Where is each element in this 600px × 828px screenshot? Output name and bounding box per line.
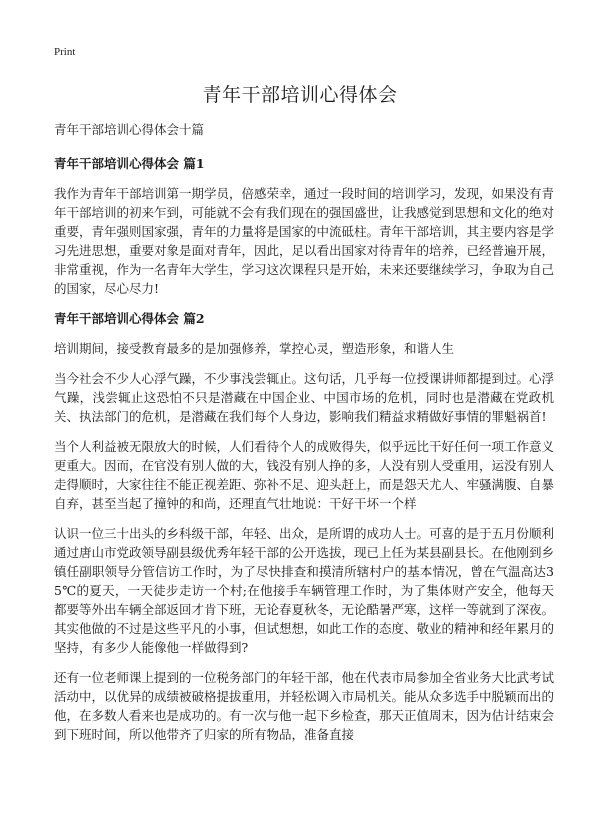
document-subtitle: 青年干部培训心得体会十篇 bbox=[54, 122, 205, 137]
section-heading-1: 青年干部培训心得体会 篇1 bbox=[54, 156, 205, 171]
section-heading-2: 青年干部培训心得体会 篇2 bbox=[54, 311, 205, 326]
paragraph: 我作为青年干部培训第一期学员，倍感荣幸，通过一段时间的培训学习，发现，如果没有青年干部培训的初来乍到，可能就不会有我们现在的强国盛世，让我感觉到思想和文化的绝对重要，青年强则国家强，青年的力量将是国家的中流砥柱。青年干部培训，其主要内容是学习先进思想，重要对象是面对青年，因此，足以看出国家对待青年的培养，已经普遍开展，非常重视，作为一名青年大学生，学习这次课程只是开始，未来还要继续学习，争取为自己的国家，尽心尽力! bbox=[54, 186, 555, 296]
print-link[interactable]: Print bbox=[54, 46, 76, 58]
paragraph: 当个人利益被无限放大的时候，人们看待个人的成败得失，似乎远比干好任何一项工作意义更重大。因而，在官没有别人做的大，钱没有别人挣的多，人没有别人受重用，运没有别人走得顺时，大家往往不能正视差距、弥补不足、迎头赶上，而是怨天尤人、牢骚满腹、自暴自弃，甚至当起了撞钟的和尚，还理直气壮地说：干好干坏一个样 bbox=[54, 439, 555, 511]
paragraph: 还有一位老师课上提到的一位税务部门的年轻干部，他在代表市局参加全省业务大比武考试活动中，以优异的成绩被破格提拔重用，并轻松调入市局机关。能从众多选手中脱颖而出的他，在多数人看来也是成功的。有一次与他一起下乡检查，那天正值周末，因为估计结束会到下班时间，所以他带齐了归家的所有物品，准备直接 bbox=[54, 670, 555, 742]
document-title: 青年干部培训心得体会 bbox=[202, 84, 398, 106]
document-body bbox=[54, 120, 554, 755]
paragraph: 当今社会不少人心浮气躁，不少事浅尝辄止。这句话，几乎每一位授课讲师都提到过。心浮气躁，浅尝辄止这恐怕不只是潜藏在中国企业、中国市场的危机，同时也是潜藏在党政机关、执法部门的危机，是潜藏在我们每个人身边，影响我们精益求精做好事情的罪魁祸首! bbox=[54, 371, 555, 424]
paragraph: 培训期间，接受教育最多的是加强修养，掌控心灵，塑造形象，和谐人生 bbox=[54, 341, 455, 356]
paragraph: 认识一位三十出头的乡科级干部，年轻、出众，是所谓的成功人士。可喜的是于五月份顺利通过唐山市党政领导副县级优秀年轻干部的公开选拔，现已上任为某县副县长。在他刚到乡镇任副职领导分管信访工作时，为了尽快排查和摸清所辖村户的基本情况，曾在气温高达35℃的夏天，一天徒步走访一个村;在他接手车辆管理工作时，为了集体财产安全，他每天都要等外出车辆全部返回才肯下班，无论春夏秋冬，无论酷暑严寒，这样一等就到了深夜。其实他做的不过是这些平凡的小事，但试想想，如此工作的态度、敬业的精神和经年累月的坚持，有多少人能像他一样做得到? bbox=[54, 526, 555, 655]
